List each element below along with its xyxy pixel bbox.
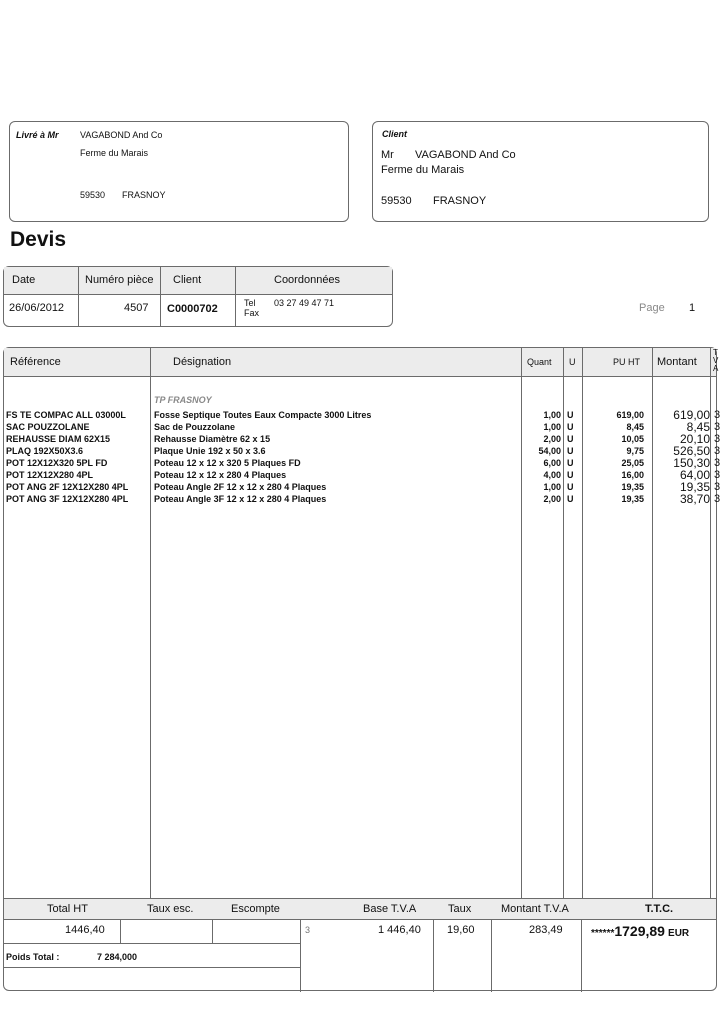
cell-qty: 54,00 — [538, 446, 561, 456]
tva-code: 3 — [305, 925, 311, 935]
cell-tva: 3 — [714, 445, 721, 457]
cell-des: Fosse Septique Toutes Eaux Compacte 3000 Litres — [154, 410, 372, 420]
cell-montant: 19,35 — [679, 480, 710, 494]
items-header-des: Désignation — [173, 356, 232, 368]
cell-unit: U — [567, 470, 574, 480]
cell-des: Plaque Unie 192 x 50 x 3.6 — [154, 446, 266, 456]
cell-tva: 3 — [714, 457, 721, 469]
cell-unit: U — [567, 446, 574, 456]
cell-montant: 20,10 — [679, 432, 710, 446]
cell-unit: U — [567, 482, 574, 492]
cell-tva: 3 — [714, 409, 721, 421]
divider — [4, 967, 301, 968]
divider — [491, 919, 492, 992]
cell-pu: 9,75 — [626, 446, 644, 456]
info-fax-label: Fax — [244, 308, 260, 318]
cell-qty: 6,00 — [543, 458, 561, 468]
divider — [433, 919, 434, 992]
cell-montant: 8,45 — [686, 420, 710, 434]
divider — [300, 919, 301, 992]
table-row — [4, 456, 721, 470]
table-row — [4, 444, 721, 458]
cell-pu: 619,00 — [616, 410, 644, 420]
divider — [78, 267, 79, 326]
totals-header-total-ht: Total HT — [47, 903, 88, 915]
table-row — [4, 432, 721, 446]
client-street: Ferme du Marais — [381, 164, 465, 176]
cell-unit: U — [567, 422, 574, 432]
totals-header-escompte: Escompte — [231, 903, 280, 915]
info-tel-number: 03 27 49 47 71 — [274, 298, 335, 308]
totals-header-taux: Taux — [448, 903, 472, 915]
totals-header-taux-esc: Taux esc. — [147, 903, 194, 915]
items-header-qty: Quant — [527, 357, 552, 367]
items-header-montant: Montant — [657, 356, 697, 368]
table-row — [4, 420, 721, 434]
delivery-city: FRASNOY — [122, 190, 166, 200]
totals-header-ttc: T.T.C. — [645, 903, 674, 915]
items-header-u: U — [569, 357, 576, 367]
cell-pu: 19,35 — [621, 482, 644, 492]
poids-value: 7 284,000 — [97, 952, 138, 962]
document-info-table — [3, 266, 393, 327]
cell-montant: 526,50 — [673, 444, 710, 458]
info-header-numero: Numéro pièce — [85, 274, 154, 286]
cell-des: Sac de Pouzzolane — [154, 422, 236, 432]
delivery-address-box — [9, 121, 349, 222]
cell-montant: 64,00 — [679, 468, 710, 482]
info-client-code: C0000702 — [167, 303, 218, 315]
cell-qty: 1,00 — [543, 422, 561, 432]
divider — [581, 919, 582, 992]
divider — [160, 267, 161, 326]
totals-table — [3, 898, 717, 991]
cell-ref: SAC POUZZOLANE — [6, 422, 90, 432]
cell-unit: U — [567, 458, 574, 468]
cell-qty: 2,00 — [543, 434, 561, 444]
section-title: TP FRASNOY — [154, 395, 212, 405]
cell-unit: U — [567, 410, 574, 420]
delivery-postcode: 59530 — [80, 190, 106, 200]
base-tva-value: 1 446,40 — [378, 924, 421, 936]
cell-qty: 2,00 — [543, 494, 561, 504]
table-row — [4, 492, 721, 506]
client-postcode: 59530 — [381, 195, 412, 207]
cell-ref: POT ANG 3F 12X12X280 4PL — [6, 494, 129, 504]
cell-tva: 3 — [714, 481, 721, 493]
info-tel-label: Tel — [244, 298, 256, 308]
ttc-value: 1729,89 — [614, 923, 665, 939]
document-title: Devis — [10, 228, 67, 251]
cell-montant: 38,70 — [679, 492, 710, 506]
table-row — [4, 408, 721, 422]
totals-header-row — [4, 899, 716, 920]
cell-pu: 19,35 — [621, 494, 644, 504]
info-numero: 4507 — [124, 302, 149, 314]
delivery-label: Livré à Mr — [16, 130, 59, 140]
delivery-name: VAGABOND And Co — [80, 130, 163, 140]
poids-label: Poids Total : — [6, 952, 60, 962]
table-row — [4, 468, 721, 482]
client-address-box — [372, 121, 709, 222]
cell-ref: POT 12X12X320 5PL FD — [6, 458, 108, 468]
items-table — [3, 347, 721, 898]
divider — [4, 943, 301, 944]
cell-des: Rehausse Diamètre 62 x 15 — [154, 434, 271, 444]
cell-des: Poteau 12 x 12 x 320 5 Plaques FD — [154, 458, 301, 468]
ttc-prefix: ****** — [591, 928, 615, 939]
cell-qty: 4,00 — [543, 470, 561, 480]
cell-tva: 3 — [714, 493, 721, 505]
cell-tva: 3 — [714, 421, 721, 433]
page-label: Page — [639, 302, 665, 314]
totals-header-base-tva: Base T.V.A — [363, 903, 417, 915]
items-header-pu: PU HT — [613, 357, 640, 367]
taux-value: 19,60 — [447, 924, 475, 936]
cell-ref: POT ANG 2F 12X12X280 4PL — [6, 482, 129, 492]
cell-des: Poteau 12 x 12 x 280 4 Plaques — [154, 470, 287, 480]
cell-unit: U — [567, 434, 574, 444]
client-label: Client — [382, 129, 408, 139]
ttc-currency: EUR — [668, 928, 690, 939]
cell-tva: 3 — [714, 469, 721, 481]
cell-unit: U — [567, 494, 574, 504]
cell-pu: 10,05 — [621, 434, 644, 444]
cell-ref: POT 12X12X280 4PL — [6, 470, 94, 480]
cell-ref: PLAQ 192X50X3.6 — [6, 446, 84, 456]
divider — [212, 919, 213, 943]
info-date: 26/06/2012 — [9, 302, 65, 314]
total-ht-value: 1446,40 — [65, 924, 105, 936]
client-civility: Mr — [381, 149, 394, 161]
client-city: FRASNOY — [433, 195, 487, 207]
client-name: VAGABOND And Co — [415, 149, 516, 161]
cell-qty: 1,00 — [543, 482, 561, 492]
items-header-ref: Référence — [10, 356, 61, 368]
cell-tva: 3 — [714, 433, 721, 445]
cell-ref: FS TE COMPAC ALL 03000L — [6, 410, 126, 420]
cell-pu: 25,05 — [621, 458, 644, 468]
table-row — [4, 480, 721, 494]
page-number: 1 — [689, 302, 696, 314]
items-header-tva: T V A — [713, 348, 719, 373]
cell-qty: 1,00 — [543, 410, 561, 420]
cell-des: Poteau Angle 3F 12 x 12 x 280 4 Plaques — [154, 494, 327, 504]
items-header-row — [4, 348, 719, 377]
ttc-total — [591, 923, 689, 939]
totals-header-montant-tva: Montant T.V.A — [501, 903, 569, 915]
divider — [235, 267, 236, 326]
cell-montant: 619,00 — [673, 408, 710, 422]
cell-pu: 16,00 — [621, 470, 644, 480]
cell-ref: REHAUSSE DIAM 62X15 — [6, 434, 111, 444]
divider — [120, 919, 121, 943]
cell-pu: 8,45 — [626, 422, 644, 432]
info-header-date: Date — [12, 274, 36, 286]
delivery-street: Ferme du Marais — [80, 148, 149, 158]
montant-tva-value: 283,49 — [529, 924, 563, 936]
cell-montant: 150,30 — [673, 456, 710, 470]
info-header-coordonnees: Coordonnées — [274, 274, 341, 286]
info-header-client: Client — [173, 274, 202, 286]
cell-des: Poteau Angle 2F 12 x 12 x 280 4 Plaques — [154, 482, 327, 492]
